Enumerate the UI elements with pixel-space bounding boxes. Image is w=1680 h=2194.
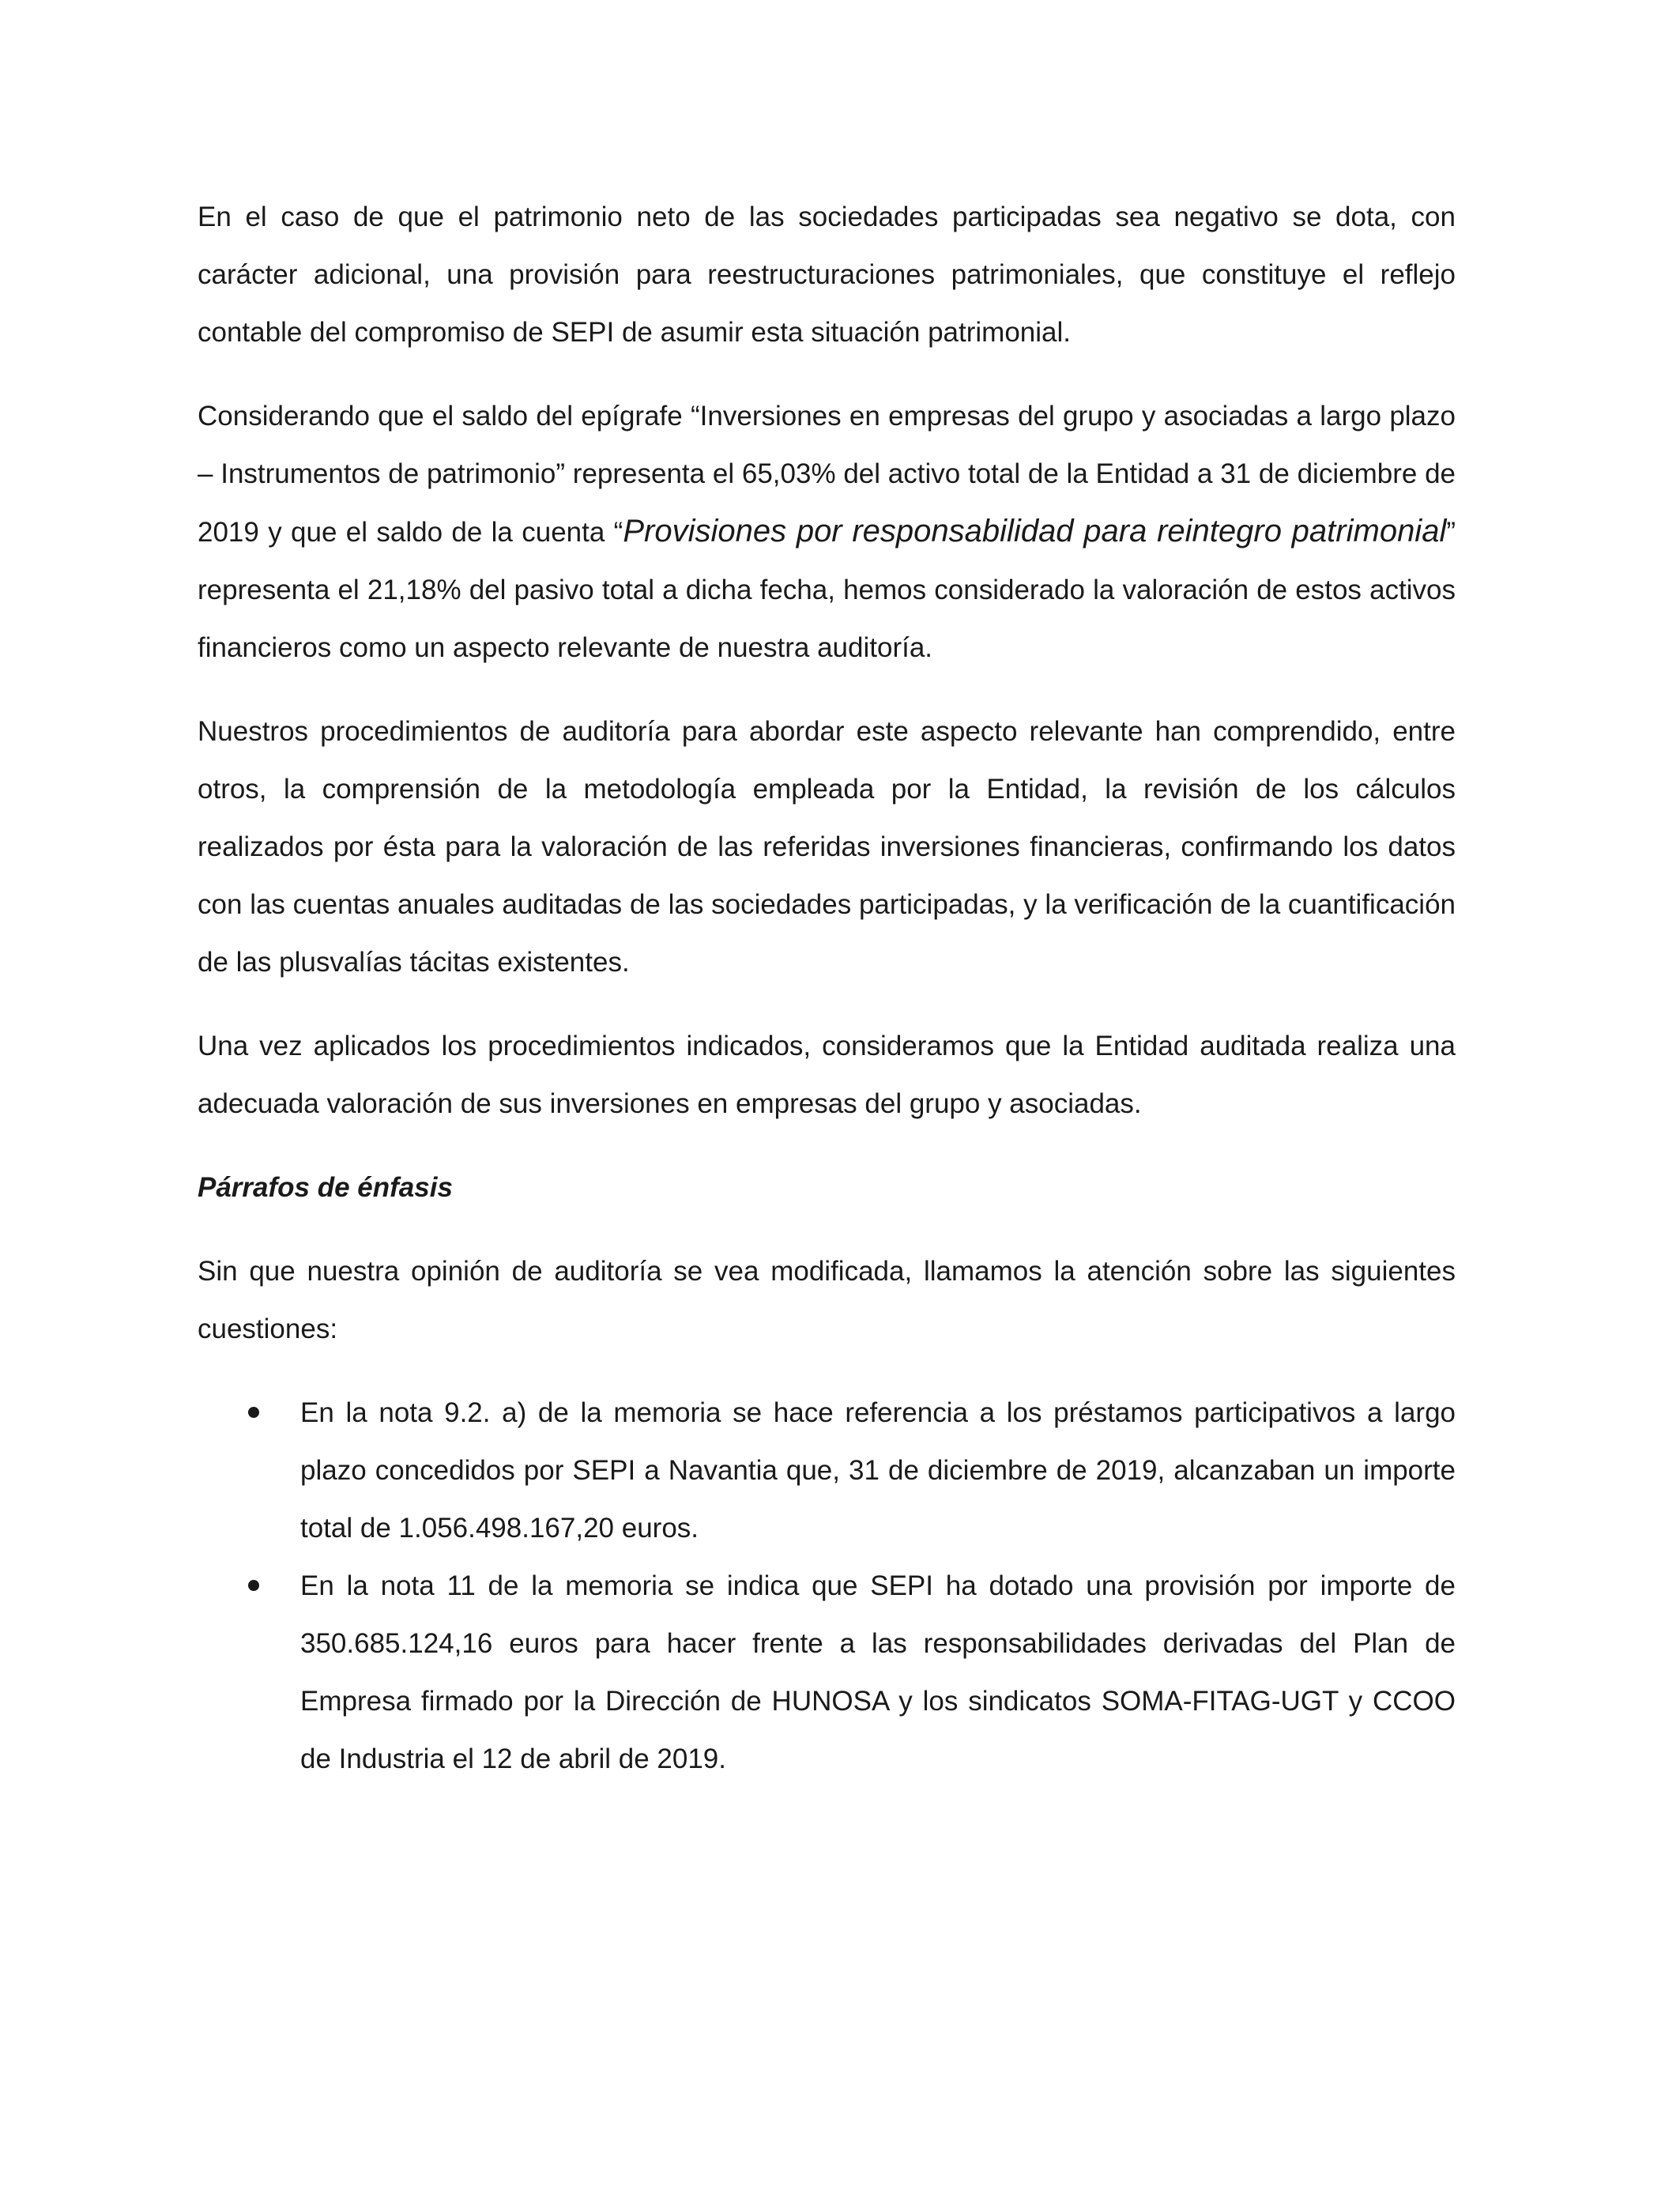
paragraph-audit-procedures: Nuestros procedimientos de auditoría para abordar este aspecto relevante han comprendido, entre otros, la comprensión de la metodología empleada por la Entidad, la revisión de los cálculos realizados por ésta para la valoración de las referidas inversiones financieras, confirmando los datos con las cuentas anuales auditadas de las sociedades participadas, y la verificación de la cuantificación de las plusvalías tácitas existentes. xyxy=(198,716,1456,978)
paragraph-conclusion: Una vez aplicados los procedimientos indicados, consideramos que la Entidad auditada realiza una adecuada valoración de sus inversiones en empresas del grupo y asociadas. xyxy=(198,1031,1456,1119)
section-intro: Sin que nuestra opinión de auditoría se vea modificada, llamamos la atención sobre las siguientes cuestiones: xyxy=(198,1256,1456,1344)
document-body xyxy=(198,188,1456,1788)
bullet-icon xyxy=(248,1580,259,1591)
list-item xyxy=(198,1384,1456,1557)
section-heading-emphasis: Párrafos de énfasis xyxy=(198,1172,453,1203)
bullet-icon xyxy=(248,1407,259,1418)
provisions-account-name: Provisiones por responsabilidad para reintegro patrimonial xyxy=(623,514,1447,548)
paragraph-investments-text-start: Considerando que el saldo del epígrafe “Inversiones en empresas del grupo y asociadas a largo plazo – Instrumentos de patrimonio” representa el 65,03% del activo total de la Entidad a 31 de diciembre de 2019 y que el saldo de la cuenta “ xyxy=(198,401,1456,548)
paragraph-negative-equity: En el caso de que el patrimonio neto de las sociedades participadas sea negativo se dota, con carácter adicional, una provisión para reestructuraciones patrimoniales, que constituye el reflejo contable del compromiso de SEPI de asumir esta situación patrimonial. xyxy=(198,202,1456,348)
list-item-text: En la nota 11 de la memoria se indica que SEPI ha dotado una provisión por importe de 350.685.124,16 euros para hacer frente a las responsabilidades derivadas del Plan de Empresa firmado por la Dirección de HUNOSA y los sindicatos SOMA-FITAG-UGT y CCOO de Industria el 12 de abril de 2019. xyxy=(300,1570,1456,1774)
paragraph-investments-text-end: ” representa el 21,18% del pasivo total a dicha fecha, hemos considerado la valoración de estos activos financieros como un aspecto relevante de nuestra auditoría. xyxy=(198,517,1456,663)
list-item xyxy=(198,1557,1456,1788)
list-item-text: En la nota 9.2. a) de la memoria se hace referencia a los préstamos participativos a largo plazo concedidos por SEPI a Navantia que, 31 de diciembre de 2019, alcanzaban un importe total de 1.056.498.167,20 euros. xyxy=(300,1397,1456,1544)
paragraph-investments-balance xyxy=(198,387,1456,677)
emphasis-list xyxy=(198,1384,1456,1788)
